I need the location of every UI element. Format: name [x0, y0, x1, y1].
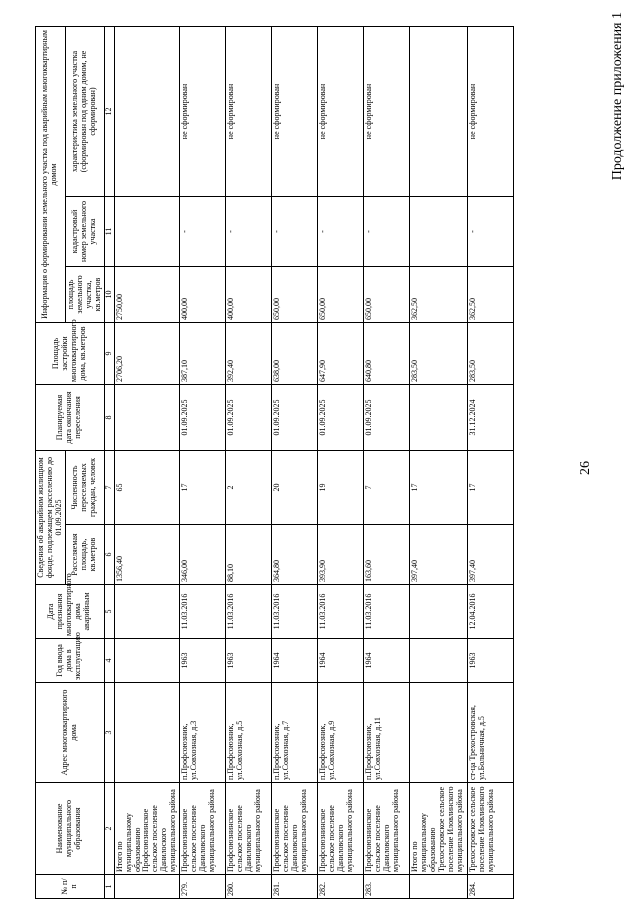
header-num: № п/п — [36, 875, 105, 899]
cell-municipality: Итого по муниципальному образованию Трехостровское сельское поселение Иловлинского муниципального района — [410, 783, 468, 875]
cell-cadastral — [114, 197, 180, 267]
cell-num — [114, 875, 180, 899]
cell-recog-date: 11.03.2016 — [318, 585, 364, 639]
cell-land-area: 362,50 — [468, 267, 514, 323]
cell-num — [410, 875, 468, 899]
cell-plan-date: 01.09.2025 — [226, 385, 272, 451]
header-cadastral: кадастровый номер земельного участка — [65, 197, 104, 267]
cell-municipality: Профсоюзнинское сельское поселение Даниловского муниципального района — [364, 783, 410, 875]
cell-build-area: 392,40 — [226, 323, 272, 385]
cell-cadastral: - — [318, 197, 364, 267]
cell-cadastral: - — [272, 197, 318, 267]
page-number: 26 — [578, 461, 593, 475]
col-index: 12 — [104, 26, 114, 196]
cell-recog-date: 11.03.2016 — [364, 585, 410, 639]
col-index: 1 — [104, 875, 114, 899]
cell-cadastral: - — [468, 197, 514, 267]
cell-land-char: не сформирован — [318, 26, 364, 196]
cell-area: 397,40 — [410, 525, 468, 585]
cell-plan-date: 01.09.2025 — [272, 385, 318, 451]
cell-build-area: 387,10 — [180, 323, 226, 385]
cell-build-area: 640,80 — [364, 323, 410, 385]
cell-num: 279. — [180, 875, 226, 899]
cell-people: 7 — [364, 451, 410, 525]
col-index: 3 — [104, 683, 114, 783]
col-index: 9 — [104, 323, 114, 385]
cell-build-area: 2706,20 — [114, 323, 180, 385]
table-row — [272, 26, 318, 898]
cell-land-area: 650,00 — [364, 267, 410, 323]
header-address: Адрес многоквартирного дома — [36, 683, 105, 783]
header-fund-group: Сведения об аварийном жилищном фонде, подлежащем расселению до 01.09.2025 — [36, 451, 66, 585]
cell-year — [410, 639, 468, 683]
col-index: 4 — [104, 639, 114, 683]
header-area-reloc: Расселяемая площадь, кв.метров — [65, 525, 104, 585]
cell-land-area: 650,00 — [318, 267, 364, 323]
header-people-reloc: Численность переселяемых граждан, человек — [65, 451, 104, 525]
cell-land-area: 400,00 — [226, 267, 272, 323]
table-row — [468, 26, 514, 898]
cell-land-char: не сформирован — [364, 26, 410, 196]
cell-address: п.Профсоюзник, ул.Совхозная, д.7 — [272, 683, 318, 783]
cell-municipality: Профсоюзнинское сельское поселение Даниловского муниципального района — [272, 783, 318, 875]
cell-num: 281. — [272, 875, 318, 899]
cell-municipality: Профсоюзнинское сельское поселение Даниловского муниципального района — [180, 783, 226, 875]
cell-recog-date: 11.03.2016 — [180, 585, 226, 639]
cell-municipality: Трехостровское сельское поселение Иловлинского муниципального района — [468, 783, 514, 875]
cell-address: п.Профсоюзник, ул.Совхозная, д.3 — [180, 683, 226, 783]
cell-area: 88,10 — [226, 525, 272, 585]
table-row — [226, 26, 272, 898]
col-index: 11 — [104, 197, 114, 267]
cell-people: 2 — [226, 451, 272, 525]
cell-year: 1963 — [468, 639, 514, 683]
table-row — [364, 26, 410, 898]
cell-year: 1964 — [272, 639, 318, 683]
col-index: 2 — [104, 783, 114, 875]
cell-address — [114, 683, 180, 783]
col-index: 5 — [104, 585, 114, 639]
col-index: 7 — [104, 451, 114, 525]
cell-plan-date: 01.09.2025 — [318, 385, 364, 451]
emergency-housing-table — [35, 26, 514, 899]
cell-land-area: 650,00 — [272, 267, 318, 323]
cell-cadastral: - — [180, 197, 226, 267]
cell-recog-date: 12.04.2016 — [468, 585, 514, 639]
cell-address: ст-ца Трехостровская, ул.Больничная, д.5 — [468, 683, 514, 783]
column-index-row — [104, 26, 114, 898]
cell-num: 282. — [318, 875, 364, 899]
cell-build-area: 647,90 — [318, 323, 364, 385]
cell-area: 163,60 — [364, 525, 410, 585]
cell-address: п.Профсоюзник, ул.Совхозная, д.11 — [364, 683, 410, 783]
cell-municipality: Профсоюзнинское сельское поселение Даниловского муниципального района — [226, 783, 272, 875]
cell-recog-date: 11.03.2016 — [272, 585, 318, 639]
cell-recog-date: 11.03.2016 — [226, 585, 272, 639]
cell-address: п.Профсоюзник, ул.Совхозная, д.5 — [226, 683, 272, 783]
col-index: 6 — [104, 525, 114, 585]
cell-people: 17 — [468, 451, 514, 525]
cell-area: 1356,40 — [114, 525, 180, 585]
header-building-area: Площадь застройки многоквартирного дома, кв.метров — [36, 323, 105, 385]
table-row — [180, 26, 226, 898]
header-land-area: площадь земельного участка, кв.метров — [65, 267, 104, 323]
cell-land-char — [410, 26, 468, 196]
cell-cadastral — [410, 197, 468, 267]
cell-year: 1964 — [318, 639, 364, 683]
cell-land-area: 2750,00 — [114, 267, 180, 323]
header-land-char: характеристика земельного участка (сформирован под одним домом, не сформирован) — [65, 26, 104, 196]
cell-plan-date — [114, 385, 180, 451]
header-municipality: Наименование муниципального образования — [36, 783, 105, 875]
table-body — [114, 26, 514, 898]
cell-address: п.Профсоюзник, ул.Совхозная, д.9 — [318, 683, 364, 783]
cell-people: 20 — [272, 451, 318, 525]
cell-land-char: не сформирован — [468, 26, 514, 196]
cell-recog-date — [410, 585, 468, 639]
cell-build-area: 283,50 — [410, 323, 468, 385]
cell-municipality: Итого по муниципальному образованию Профсоюзнинское сельское поселение Данилоского муниципального района — [114, 783, 180, 875]
cell-build-area: 638,00 — [272, 323, 318, 385]
cell-area: 397,40 — [468, 525, 514, 585]
cell-area: 393,90 — [318, 525, 364, 585]
cell-area: 346,00 — [180, 525, 226, 585]
cell-cadastral: - — [364, 197, 410, 267]
cell-land-area: 362,50 — [410, 267, 468, 323]
cell-people: 17 — [180, 451, 226, 525]
cell-year: 1963 — [180, 639, 226, 683]
cell-year: 1964 — [364, 639, 410, 683]
cell-plan-date: 01.09.2025 — [364, 385, 410, 451]
cell-land-char: не сформирован — [226, 26, 272, 196]
header-land-group: Информация о формировании земельного участка под аварийным многоквартирным домом — [36, 26, 66, 322]
header-recog-date: Дата признания многоквартирного дома аварийным — [36, 585, 105, 639]
col-index: 10 — [104, 267, 114, 323]
cell-land-char: не сформирован — [272, 26, 318, 196]
table-row — [410, 26, 468, 898]
cell-area: 364,80 — [272, 525, 318, 585]
cell-plan-date: 31.12.2024 — [468, 385, 514, 451]
cell-people: 17 — [410, 451, 468, 525]
cell-municipality: Профсоюзнинское сельское поселение Даниловского муниципального района — [318, 783, 364, 875]
cell-year: 1963 — [226, 639, 272, 683]
cell-people: 65 — [114, 451, 180, 525]
header-plan-date: Планируемая дата окончания переселения — [36, 385, 105, 451]
cell-cadastral: - — [226, 197, 272, 267]
table-row — [114, 26, 180, 898]
cell-build-area: 283,50 — [468, 323, 514, 385]
cell-year — [114, 639, 180, 683]
cell-num: 283. — [364, 875, 410, 899]
cell-num: 280. — [226, 875, 272, 899]
appendix-caption: Продолжение приложения 1 — [610, 12, 625, 181]
col-index: 8 — [104, 385, 114, 451]
cell-land-char — [114, 26, 180, 196]
cell-people: 19 — [318, 451, 364, 525]
cell-num: 284. — [468, 875, 514, 899]
cell-plan-date: 01.09.2025 — [180, 385, 226, 451]
table-row — [318, 26, 364, 898]
cell-land-area: 400,00 — [180, 267, 226, 323]
cell-recog-date — [114, 585, 180, 639]
cell-land-char: не сформирован — [180, 26, 226, 196]
header-year: Год ввода дома в эксплуатацию — [36, 639, 105, 683]
cell-address — [410, 683, 468, 783]
cell-plan-date — [410, 385, 468, 451]
